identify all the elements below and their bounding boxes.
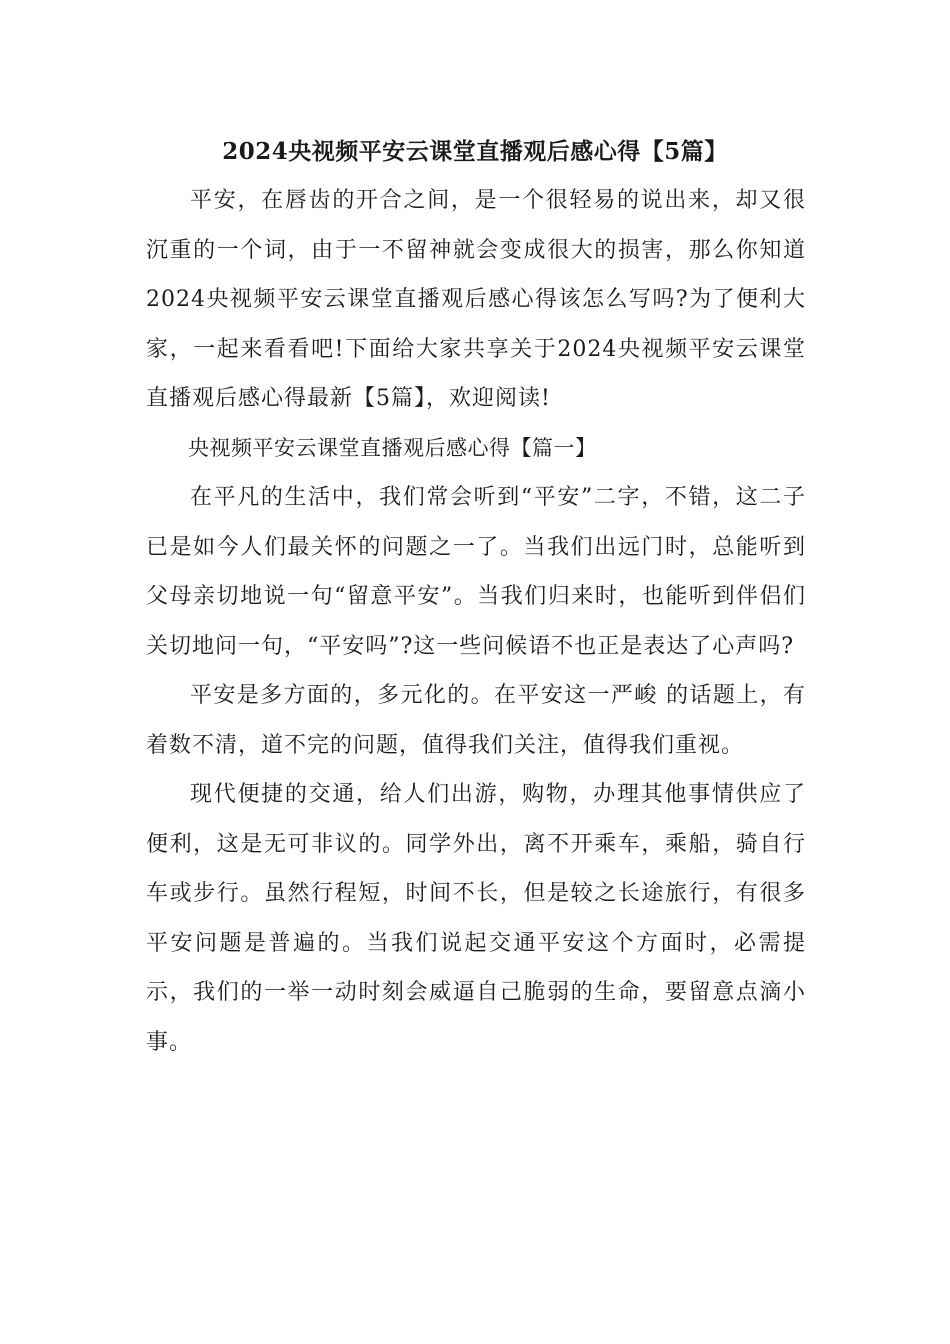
document-body: [146, 176, 806, 1067]
section-heading: 央视频平安云课堂直播观后感心得【篇一】: [188, 435, 597, 460]
body-paragraph-1: 在平凡的生活中，我们常会听到“平安”二字，不错，这二子已是如今人们最关怀的问题之一了。当我们出远门时，总能听到父母亲切地说一句“留意平安”。当我们归来时，也能听到伴侣们关切地问一句，“平安吗”?这一些问候语不也正是表达了心声吗?: [146, 485, 806, 659]
intro-paragraph: 平安，在唇齿的开合之间，是一个很轻易的说出来，却又很沉重的一个词，由于一不留神就会变成很大的损害，那么你知道2024央视频平安云课堂直播观后感心得该怎么写吗?为了便利大家，一起来看看吧!下面给大家共享关于2024央视频平安云课堂直播观后感心得最新【5篇】，欢迎阅读!: [146, 188, 806, 411]
body-paragraph-2: 平安是多方面的，多元化的。在平安这一严峻 的话题上，有着数不清，道不完的问题，值得我们关注，值得我们重视。: [146, 683, 806, 758]
document-title: 2024央视频平安云课堂直播观后感心得【5篇】: [222, 138, 728, 165]
body-paragraph-3: 现代便捷的交通，给人们出游，购物，办理其他事情供应了便利，这是无可非议的。同学外出，离不开乘车，乘船，骑自行车或步行。虽然行程短，时间不长，但是较之长途旅行，有很多平安问题是普遍的。当我们说起交通平安这个方面时，必需提示，我们的一举一动时刻会威逼自己脆弱的生命，要留意点滴小事。: [146, 782, 806, 1055]
